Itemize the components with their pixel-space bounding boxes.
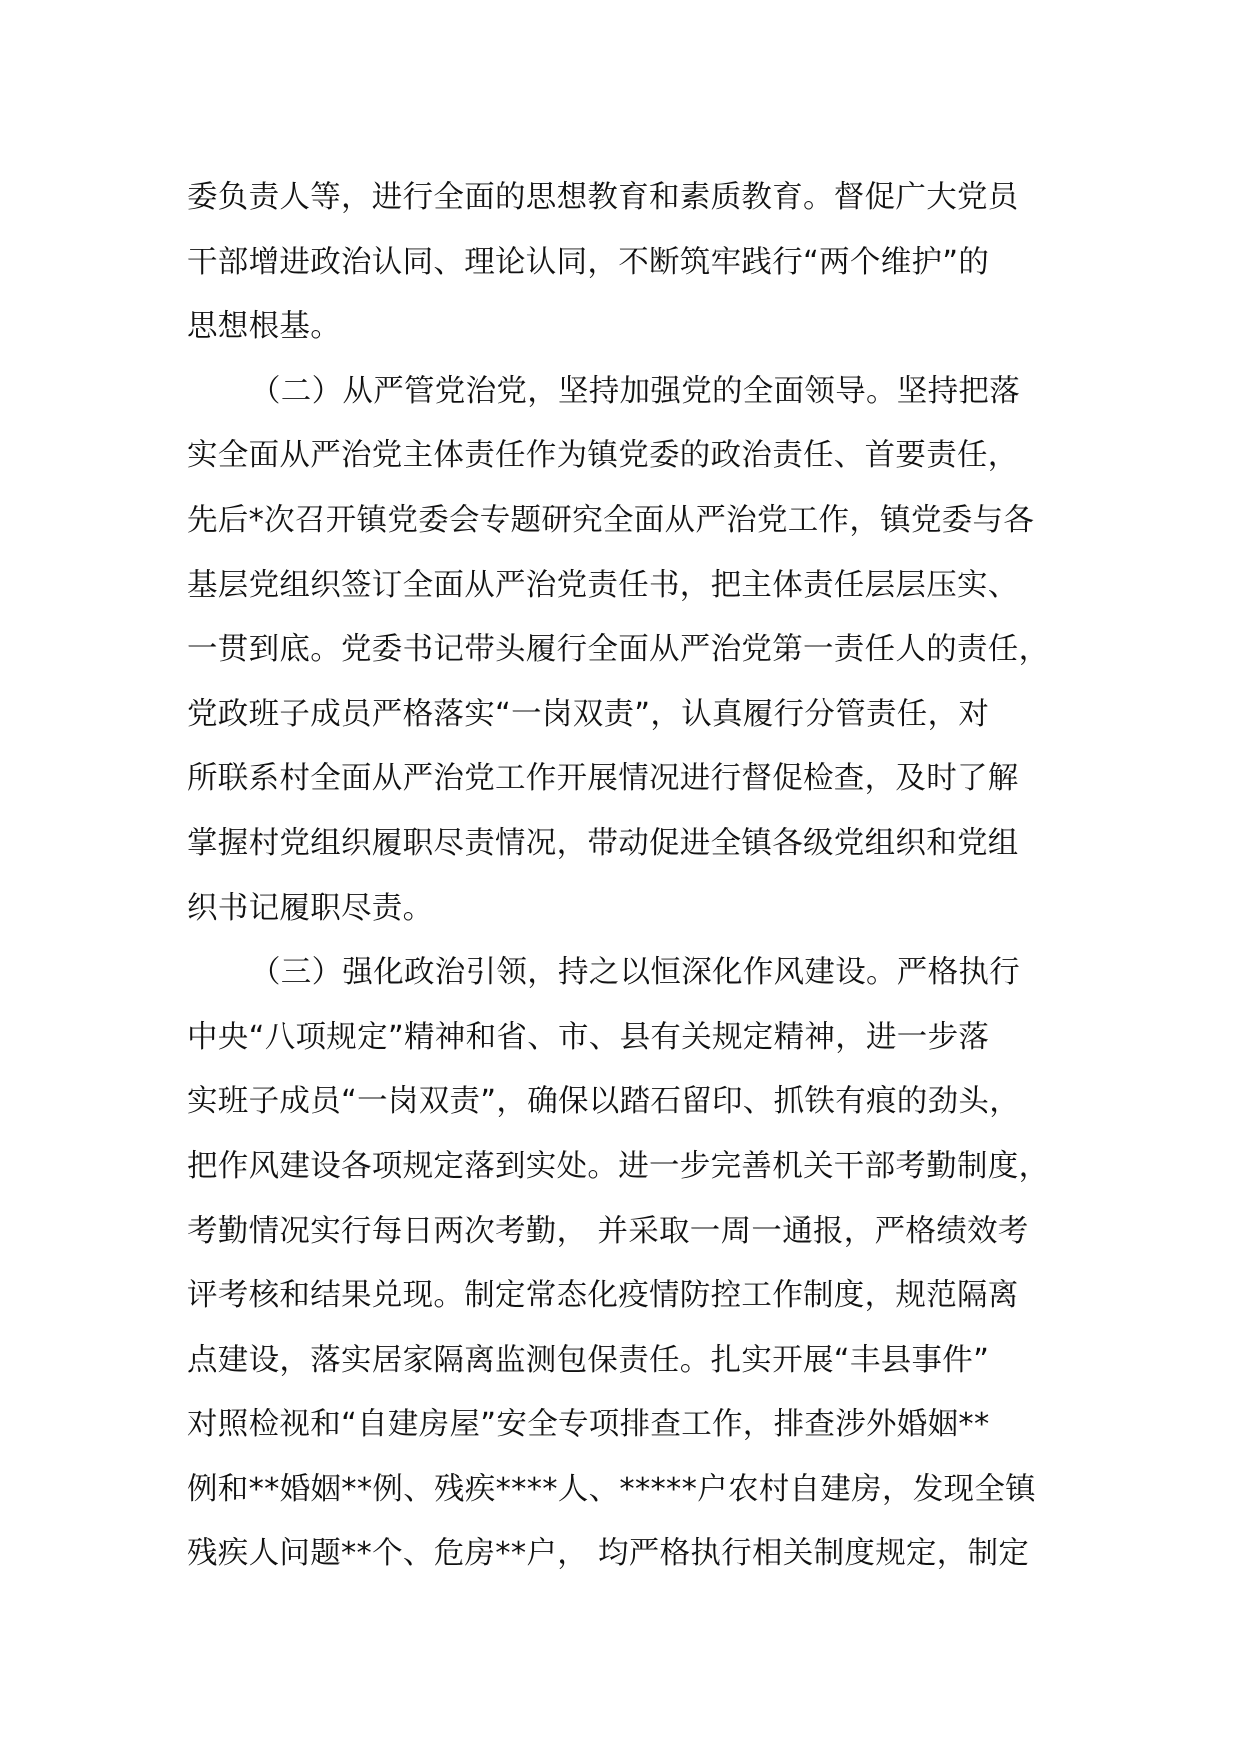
text-line: （三）强化政治引领，持之以恒深化作风建设。严格执行 [250, 955, 1020, 991]
text-line: 中央“八项规定”精神和省、市、县有关规定精神，进一步落 [187, 1019, 990, 1055]
text-line: 一贯到底。党委书记带头履行全面从严治党第一责任人的责任， [187, 632, 1050, 668]
text-line: 先后*次召开镇党委会专题研究全面从严治党工作，镇党委与各 [187, 502, 1035, 538]
paragraph-3 [187, 941, 1067, 1587]
text-line: 点建设，落实居家隔离监测包保责任。扎实开展“丰县事件” [187, 1342, 990, 1378]
text-line: （二）从严管党治党，坚持加强党的全面领导。坚持把落 [250, 373, 1020, 409]
text-line: 评考核和结果兑现。制定常态化疫情防控工作制度，规范隔离 [187, 1278, 1019, 1314]
text-line: 所联系村全面从严治党工作开展情况进行督促检查，及时了解 [187, 761, 1019, 797]
text-line: 织书记履职尽责。 [187, 890, 434, 926]
text-line: 残疾人问题**个、危房**户， 均严格执行相关制度规定，制定 [187, 1536, 1030, 1572]
paragraph-1 [187, 166, 1067, 360]
text-line: 党政班子成员严格落实“一岗双责”，认真履行分管责任，对 [187, 696, 990, 732]
text-line: 委负责人等，进行全面的思想教育和素质教育。督促广大党员 [187, 180, 1019, 215]
text-line: 实班子成员“一岗双责”，确保以踏石留印、抓铁有痕的劲头， [187, 1084, 1021, 1120]
text-line: 掌握村党组织履职尽责情况，带动促进全镇各级党组织和党组 [187, 825, 1019, 861]
text-line: 基层党组织签订全面从严治党责任书，把主体责任层层压实、 [187, 567, 1019, 603]
text-line: 对照检视和“自建房屋”安全专项排查工作，排查涉外婚姻** [187, 1407, 990, 1443]
document-body [187, 166, 1067, 1587]
text-line: 考勤情况实行每日两次考勤， 并采取一周一通报，严格绩效考 [187, 1213, 1029, 1249]
paragraph-2 [187, 360, 1067, 941]
text-line: 思想根基。 [187, 309, 341, 345]
text-line: 例和**婚姻**例、残疾****人、*****户农村自建房，发现全镇 [187, 1471, 1036, 1507]
text-line: 干部增进政治认同、理论认同，不断筑牢践行“两个维护”的 [187, 244, 990, 280]
text-line: 实全面从严治党主体责任作为镇党委的政治责任、首要责任， [187, 438, 1019, 474]
text-line: 把作风建设各项规定落到实处。进一步完善机关干部考勤制度， [187, 1148, 1050, 1184]
